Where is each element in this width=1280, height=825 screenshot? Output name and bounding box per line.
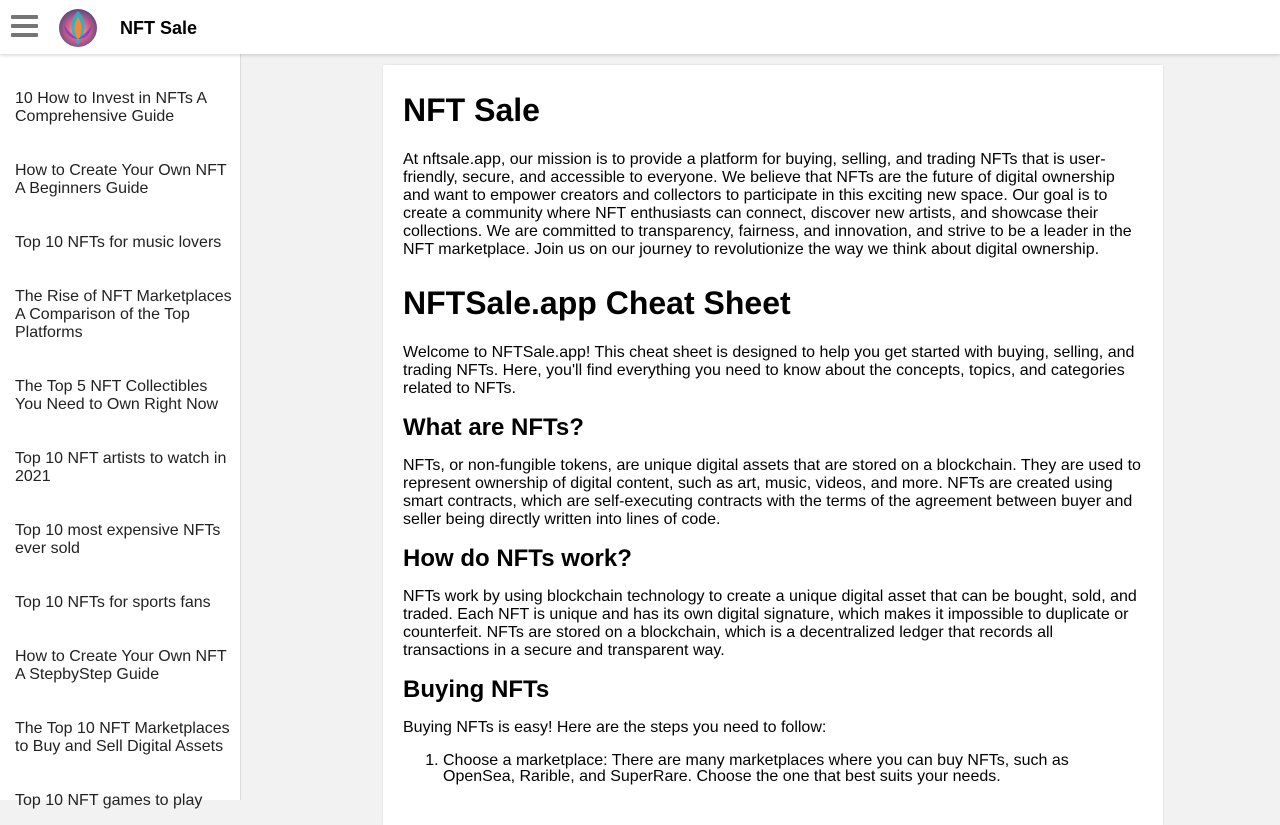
sidebar-item[interactable]: Top 10 most expensive NFTs ever sold: [15, 522, 221, 557]
what-are-nfts-text: NFTs, or non-fungible tokens, are unique digital assets that are stored on a blockchain. They are used to represent ownership of digital content, such as art, music, videos, and more. NFTs are created using smart contracts, which are self-executing contracts with the terms of the agreement between buyer and seller being directly written into lines of code.: [403, 457, 1141, 528]
menu-icon[interactable]: [11, 15, 38, 41]
site-title[interactable]: NFT Sale: [120, 18, 198, 38]
cheat-sheet-heading: NFTSale.app Cheat Sheet: [403, 285, 791, 321]
sidebar: [0, 54, 241, 809]
sidebar-item[interactable]: Top 10 NFTs for sports fans: [15, 594, 211, 611]
sidebar-item[interactable]: How to Create Your Own NFT A StepbyStep Guide: [15, 648, 227, 683]
sidebar-item[interactable]: The Rise of NFT Marketplaces A Comparison of the Top Platforms: [15, 288, 232, 341]
buying-nfts-text: Buying NFTs is easy! Here are the steps you need to follow:: [403, 719, 827, 736]
list-item: 1. Choose a marketplace: There are many marketplaces where you can buy NFTs, such as OpenSea, Rarible, and SuperRare. Choose the one that best suits your needs.: [443, 753, 1143, 785]
sidebar-list: [0, 54, 240, 810]
how-nfts-work-heading: How do NFTs work?: [403, 545, 632, 572]
buying-nfts-heading: Buying NFTs: [403, 676, 550, 703]
site-logo[interactable]: [56, 5, 100, 49]
cheat-sheet-intro: Welcome to NFTSale.app! This cheat sheet is designed to help you get started with buying, selling, and trading NFTs. Here, you'll find everything you need to know about the concepts, topics, and categories related to NFTs.: [403, 344, 1135, 397]
sidebar-item[interactable]: Top 10 NFTs for music lovers: [15, 234, 222, 251]
how-nfts-work-text: NFTs work by using blockchain technology to create a unique digital asset that can be bought, sold, and traded. Each NFT is unique and has its own digital signature, which makes it impossible to duplicate or counterfeit. NFTs are stored on a blockchain, which is a decentralized ledger that records all transactions in a secure and transparent way.: [403, 588, 1137, 659]
what-are-nfts-heading: What are NFTs?: [403, 414, 584, 441]
sidebar-item[interactable]: The Top 10 NFT Marketplaces to Buy and Sell Digital Assets: [15, 720, 230, 755]
intro-paragraph: At nftsale.app, our mission is to provide a platform for buying, selling, and trading NFTs that is user-friendly, secure, and accessible to everyone. We believe that NFTs are the future of digital ownership and want to empower creators and collectors to participate in this exciting new space. Our goal is to create a community where NFT enthusiasts can connect, discover new artists, and showcase their collections. We are committed to transparency, fairness, and innovation, and strive to be a leader in the NFT marketplace. Join us on our journey to revolutionize the way we think about digital ownership.: [403, 151, 1132, 258]
buying-steps-list: [403, 753, 1143, 785]
content-card: [383, 65, 1163, 825]
sidebar-item[interactable]: 10 How to Invest in NFTs A Comprehensive Guide: [15, 90, 207, 125]
page-title: NFT Sale: [403, 92, 540, 128]
sidebar-item[interactable]: Top 10 NFT artists to watch in 2021: [15, 450, 227, 485]
top-app-bar: [0, 0, 1280, 54]
sidebar-item[interactable]: How to Create Your Own NFT A Beginners Guide: [15, 162, 227, 197]
sidebar-item[interactable]: The Top 5 NFT Collectibles You Need to Own Right Now: [15, 378, 219, 413]
main-area: [241, 54, 1280, 800]
sidebar-item[interactable]: Top 10 NFT games to play: [15, 792, 203, 809]
